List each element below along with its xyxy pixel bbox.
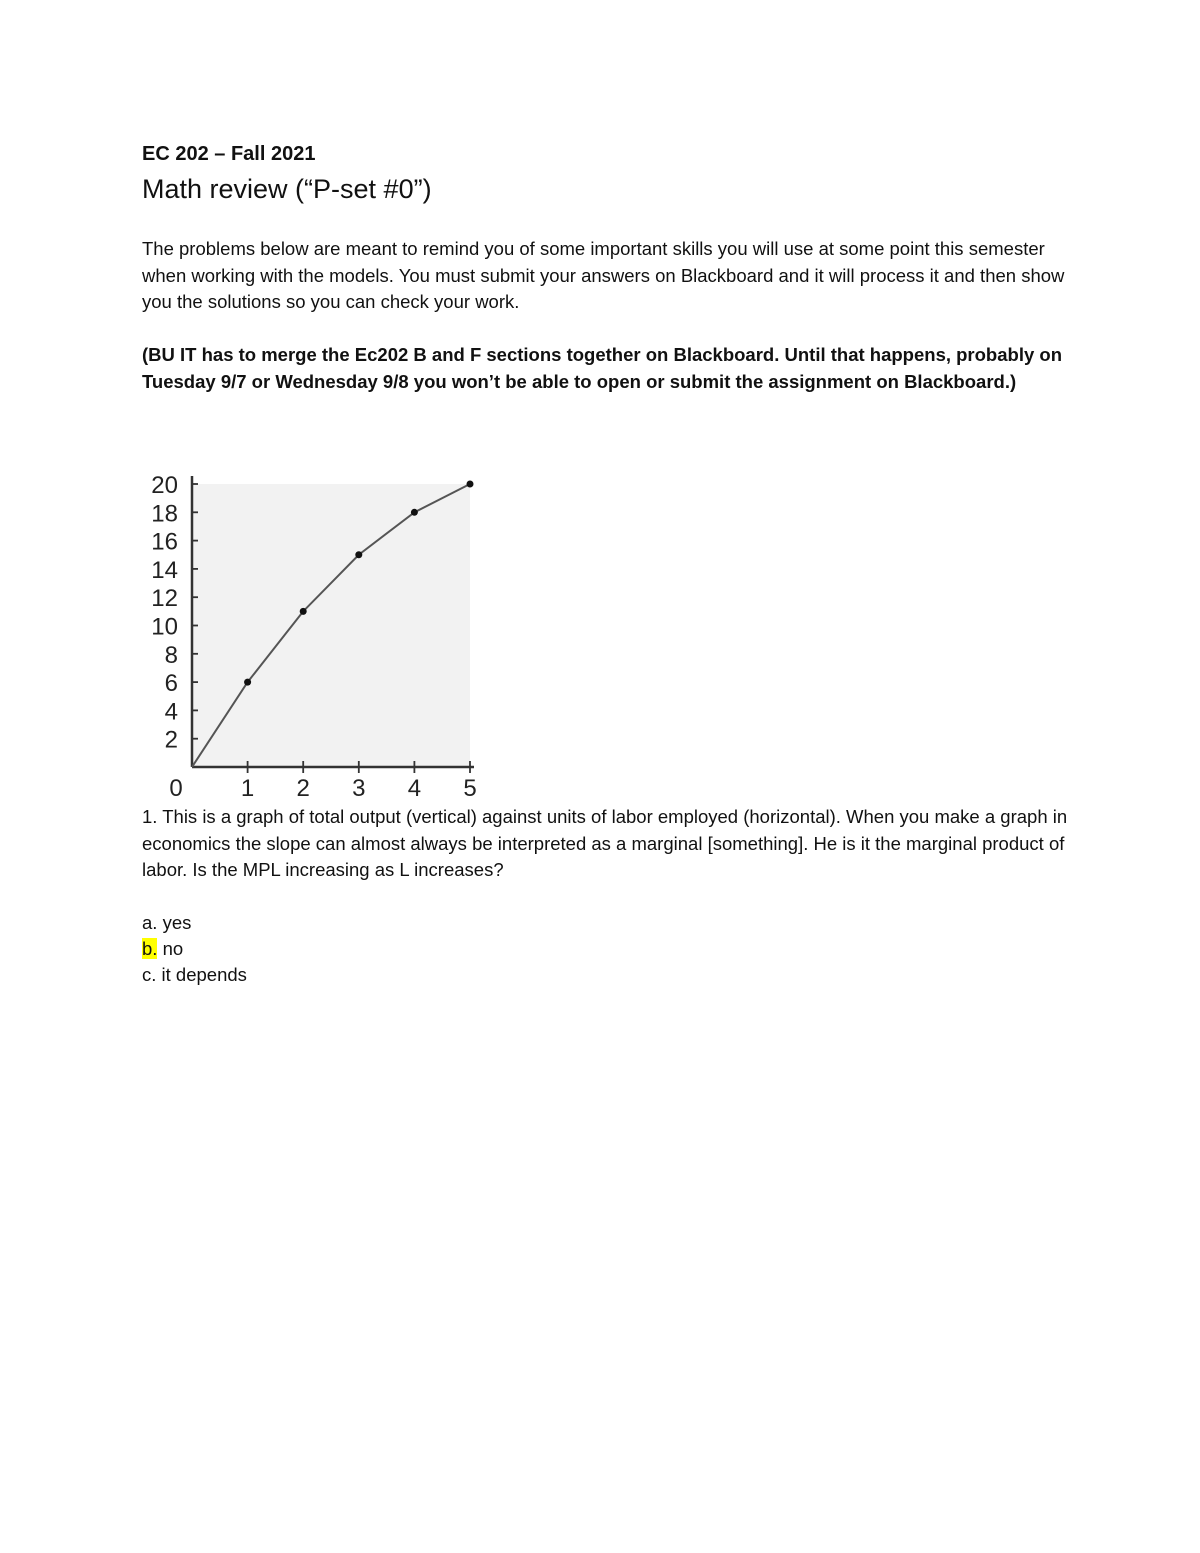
answer-option-b <box>142 936 247 962</box>
course-heading: EC 202 – Fall 2021 <box>142 143 316 165</box>
x-tick-label: 4 <box>407 775 422 802</box>
option-letter: c. <box>142 964 157 985</box>
y-tick-label: 14 <box>151 556 178 584</box>
y-tick-label: 18 <box>151 500 178 528</box>
x-tick-label: 5 <box>463 775 477 802</box>
data-point <box>467 481 474 488</box>
y-tick-label: 20 <box>151 472 178 499</box>
data-point <box>411 509 418 516</box>
notice-paragraph: (BU IT has to merge the Ec202 B and F sections together on Blackboard. Until that happens, probably on Tuesday 9/7 or Wednesday 9/8 you won’t be able to open or submit the assignment on Blackboard.) <box>142 344 1062 392</box>
x-tick-label: 0 <box>169 775 183 802</box>
option-text: no <box>162 938 184 959</box>
y-tick-label: 12 <box>151 585 178 613</box>
plot-background <box>192 484 470 767</box>
y-tick-label: 10 <box>151 613 178 641</box>
option-letter: a. <box>142 912 158 933</box>
x-tick-label: 3 <box>352 775 366 802</box>
y-tick-label: 4 <box>164 698 178 726</box>
answer-option-a <box>142 910 247 936</box>
intro-paragraph: The problems below are meant to remind you of some important skills you will use at some point this semester when working with the models. You must submit your answers on Blackboard and it will process it and then show you the solutions so you can check your work. <box>142 238 1065 312</box>
output-chart-svg <box>140 468 485 802</box>
answer-options <box>142 910 247 988</box>
data-point <box>300 608 307 615</box>
option-letter-highlighted: b. <box>142 938 158 959</box>
y-tick-label: 16 <box>151 528 178 556</box>
output-chart <box>140 468 485 802</box>
y-tick-label: 2 <box>164 726 178 754</box>
data-point <box>355 551 362 558</box>
y-tick-label: 6 <box>164 670 178 698</box>
option-text: it depends <box>161 964 247 985</box>
page-title: Math review (“P-set #0”) <box>142 174 432 204</box>
x-tick-label: 1 <box>240 775 255 802</box>
question-text: 1. This is a graph of total output (vertical) against units of labor employed (horizontal). When you make a graph in economics the slope can almost always be interpreted as a marginal [something]. He is it the marginal product of labor. Is the MPL increasing as L increases? <box>142 806 1068 880</box>
answer-option-c <box>142 962 247 988</box>
data-point <box>244 679 251 686</box>
y-tick-label: 8 <box>164 641 178 669</box>
x-tick-label: 2 <box>296 775 310 802</box>
option-text: yes <box>162 912 192 933</box>
